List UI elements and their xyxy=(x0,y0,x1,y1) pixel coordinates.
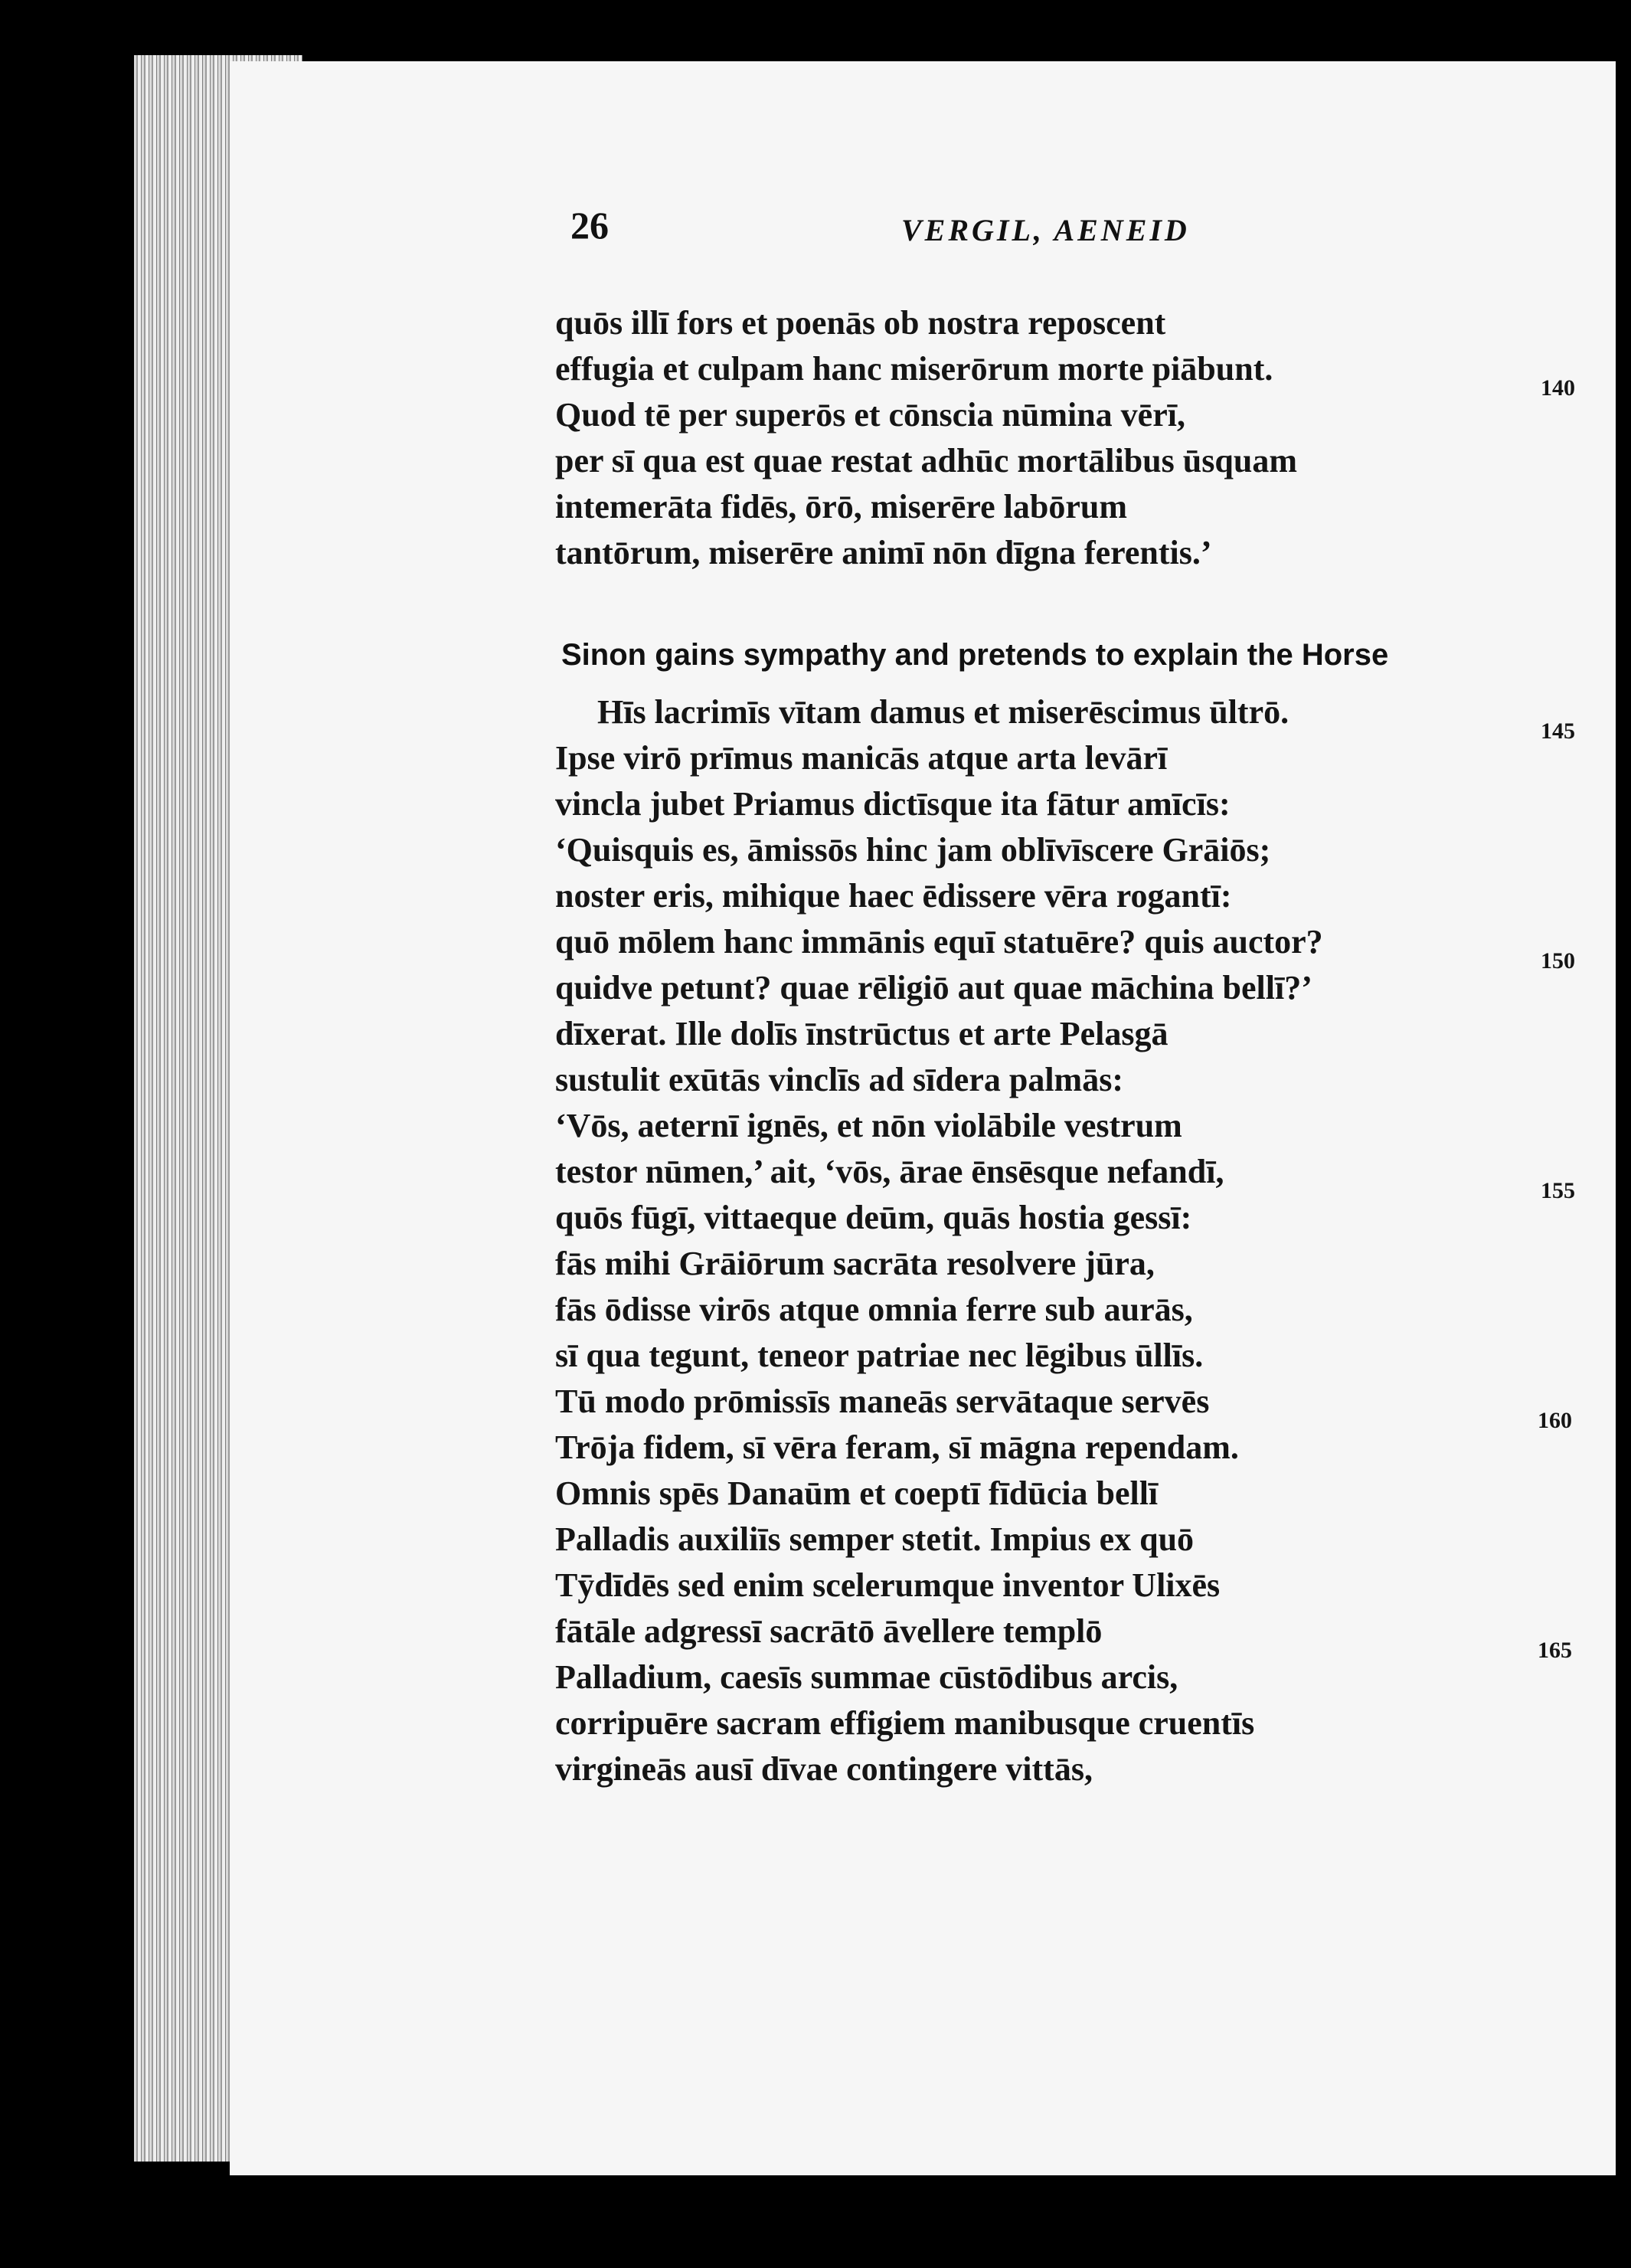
line-number: 155 xyxy=(1541,1178,1575,1203)
verse-line: quōs fūgī, vittaeque deūm, quās hostia gessī: xyxy=(555,1199,1192,1236)
verse-line: Palladium, caesīs summae cūstōdibus arcis, xyxy=(555,1658,1178,1696)
verse-line: quidve petunt? quae rēligiō aut quae māchina bellī?’ xyxy=(555,969,1312,1006)
verse-line: fās ōdisse virōs atque omnia ferre sub aurās, xyxy=(555,1291,1193,1328)
verse-line: per sī qua est quae restat adhūc mortālibus ūsquam xyxy=(555,442,1297,479)
verse-line: ‘Quisquis es, āmissōs hinc jam oblīvīscere Grāiōs; xyxy=(555,831,1271,869)
verse-line: Ipse virō prīmus manicās atque arta levārī xyxy=(555,739,1168,777)
verse-line: sustulit exūtās vinclīs ad sīdera palmās: xyxy=(555,1061,1123,1098)
verse-line: testor nūmen,’ ait, ‘vōs, ārae ēnsēsque nefandī, xyxy=(555,1153,1224,1190)
verse-line: quōs illī fors et poenās ob nostra reposcent xyxy=(555,304,1166,342)
line-number: 140 xyxy=(1541,375,1575,401)
verse-line: dīxerat. Ille dolīs īnstrūctus et arte Pelasgā xyxy=(555,1015,1169,1052)
verse-line: Trōja fidem, sī vēra feram, sī māgna rependam. xyxy=(555,1429,1239,1466)
verse-line: quō mōlem hanc immānis equī statuēre? quis auctor? xyxy=(555,923,1323,961)
verse-line: effugia et culpam hanc miserōrum morte piābunt. xyxy=(555,350,1273,388)
verse-line: Hīs lacrimīs vītam damus et miserēscimus ūltrō. xyxy=(597,693,1289,731)
verse-line: ‘Vōs, aeternī ignēs, et nōn violābile vestrum xyxy=(555,1107,1182,1144)
verse-line: Palladis auxiliīs semper stetit. Impius ex quō xyxy=(555,1520,1195,1558)
line-number: 160 xyxy=(1538,1408,1572,1433)
running-title: VERGIL, AENEID xyxy=(901,213,1190,247)
verse-line: Quod tē per superōs et cōnscia nūmina vērī, xyxy=(555,396,1185,434)
line-number: 145 xyxy=(1541,718,1575,744)
verse-line: Tū modo prōmissīs maneās servātaque servēs xyxy=(555,1383,1210,1420)
verse-line: intemerāta fidēs, ōrō, miserēre labōrum xyxy=(555,488,1127,525)
page-number: 26 xyxy=(570,204,609,247)
verse-line: sī qua tegunt, teneor patriae nec lēgibus ūllīs. xyxy=(555,1337,1204,1374)
line-number: 150 xyxy=(1541,948,1575,974)
verse-line: tantōrum, miserēre animī nōn dīgna ferentis.’ xyxy=(555,534,1212,571)
verse-line: vincla jubet Priamus dictīsque ita fātur amīcīs: xyxy=(555,785,1231,823)
verse-line: Tȳdīdēs sed enim scelerumque inventor Ulixēs xyxy=(555,1566,1221,1604)
verse-line: noster eris, mihique haec ēdissere vēra rogantī: xyxy=(555,877,1232,915)
verse-line: Omnis spēs Danaūm et coeptī fīdūcia bellī xyxy=(555,1474,1159,1512)
section-heading: Sinon gains sympathy and pretends to explain the Horse xyxy=(561,638,1389,672)
line-number: 165 xyxy=(1538,1638,1572,1663)
verse-line: virgineās ausī dīvae contingere vittās, xyxy=(555,1750,1093,1788)
verse-line: corripuēre sacram effigiem manibusque cruentīs xyxy=(555,1704,1255,1742)
verse-line: fās mihi Grāiōrum sacrāta resolvere jūra, xyxy=(555,1245,1155,1282)
verse-line: fātāle adgressī sacrātō āvellere templō xyxy=(555,1612,1103,1650)
verse-block xyxy=(555,0,1627,2268)
